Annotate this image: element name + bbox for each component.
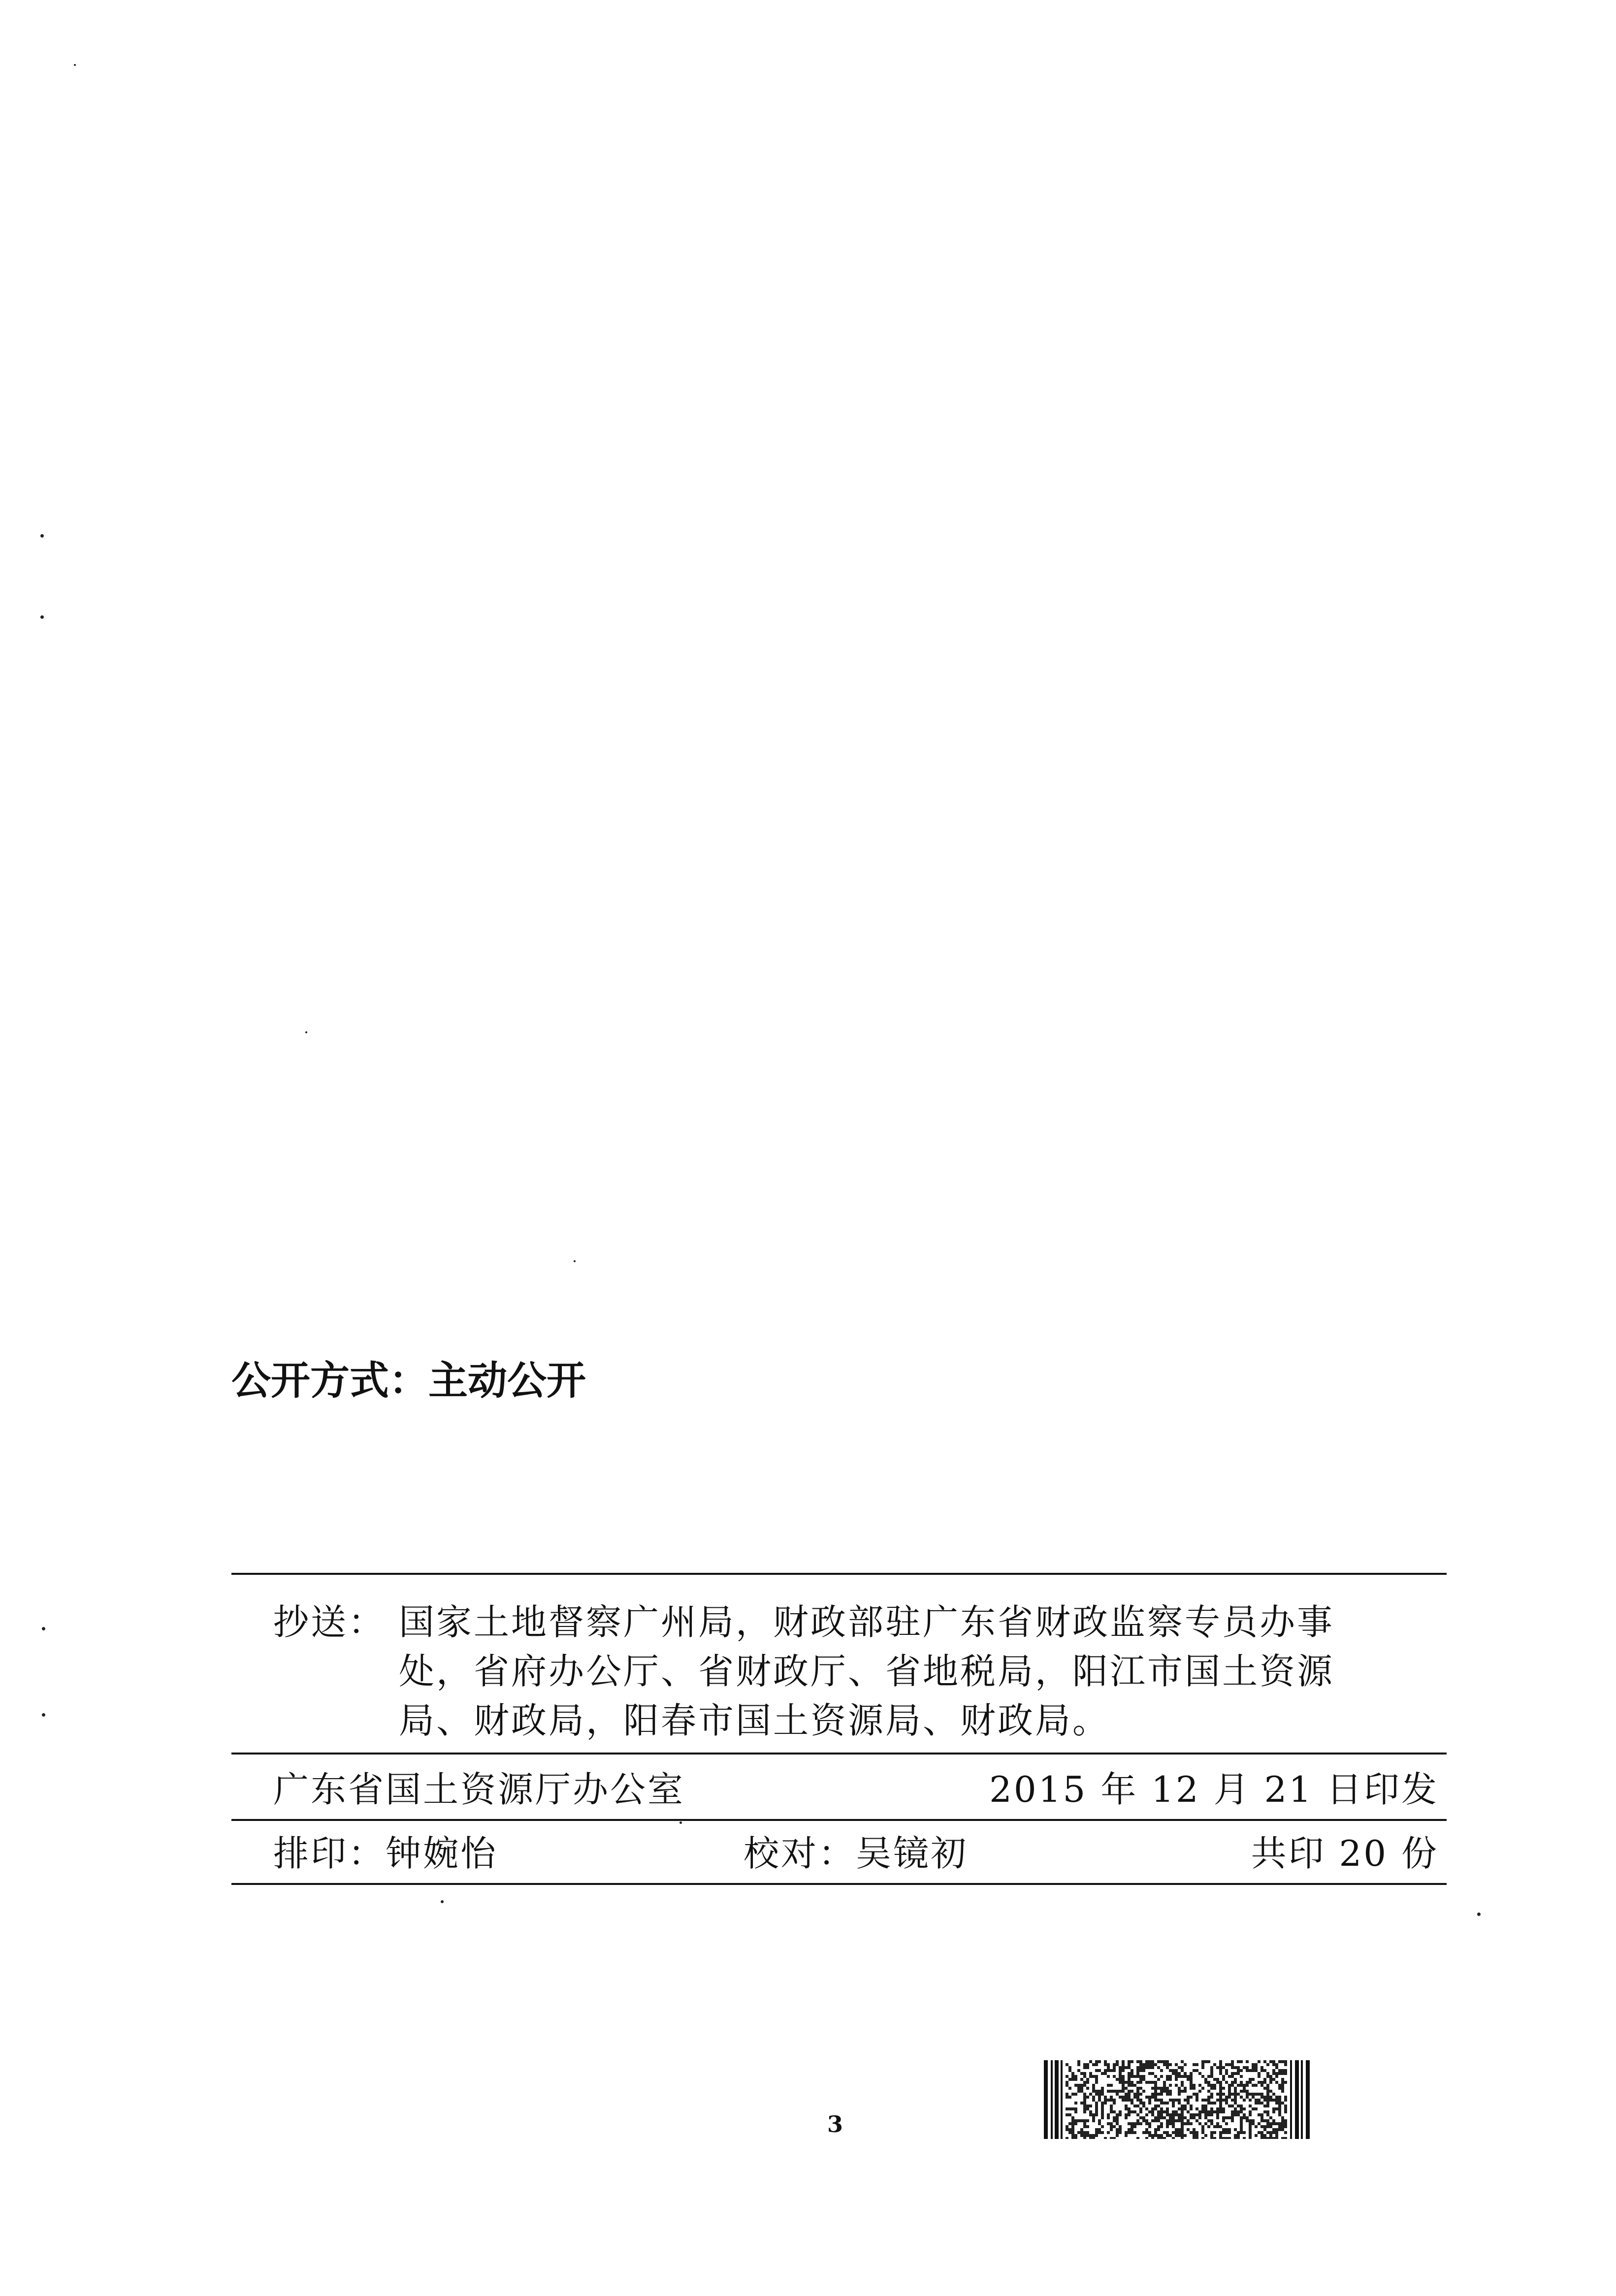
scan-speck	[679, 1821, 682, 1824]
scan-speck	[40, 615, 44, 619]
disclosure-method: 公开方式：主动公开	[231, 1358, 586, 1403]
scan-speck	[305, 1031, 307, 1033]
barcode	[1044, 2060, 1310, 2139]
scan-speck	[40, 534, 44, 538]
scan-speck	[441, 1900, 444, 1903]
cc-label: 抄送：	[273, 1601, 386, 1643]
page-number: 3	[827, 2111, 843, 2137]
issuer-top-rule	[231, 1753, 1447, 1754]
printing-top-rule	[231, 1819, 1447, 1821]
issue-date: 2015 年 12 月 21 日印发	[989, 1769, 1439, 1810]
cc-recipients-line-3: 局、财政局，阳春市国土资源局、财政局。	[399, 1700, 1110, 1741]
barcode-matrix	[1066, 2060, 1287, 2139]
cc-recipients-line-2: 处，省府办公厅、省财政厅、省地税局，阳江市国土资源	[399, 1651, 1335, 1692]
typesetter: 排印：钟婉怡	[273, 1833, 498, 1874]
issuing-office: 广东省国土资源厅办公室	[273, 1769, 685, 1810]
cc-top-rule	[231, 1573, 1447, 1575]
scan-speck	[42, 1627, 45, 1630]
scan-speck	[1477, 1913, 1481, 1916]
scan-speck	[74, 64, 76, 66]
cc-recipients-line-1: 国家土地督察广州局，财政部驻广东省财政监察专员办事	[399, 1601, 1335, 1643]
copies-printed: 共印 20 份	[1251, 1833, 1439, 1874]
printing-bottom-rule	[231, 1883, 1447, 1885]
proofreader: 校对：吴镜初	[743, 1833, 969, 1874]
scan-speck	[42, 1713, 45, 1717]
scan-speck	[574, 1260, 576, 1262]
